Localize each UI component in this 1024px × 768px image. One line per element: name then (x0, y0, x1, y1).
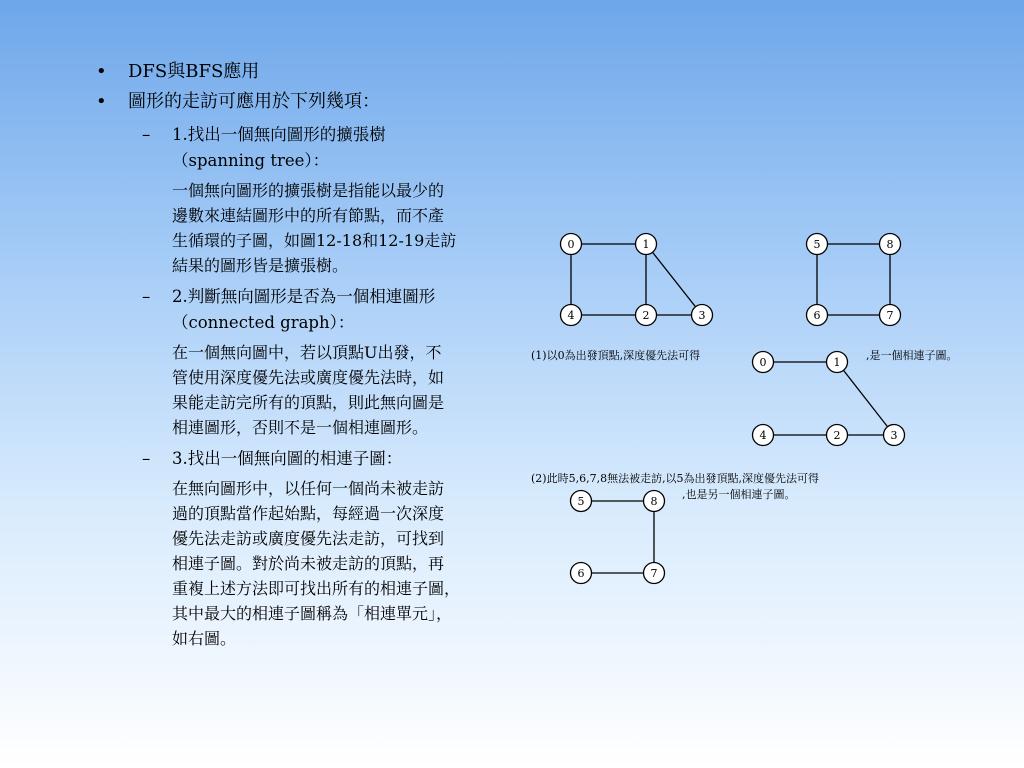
node-label-2: 2 (833, 429, 841, 442)
dash-marker: – (142, 125, 151, 144)
item-title: 1.找出一個無向圖形的擴張樹 (172, 125, 386, 144)
edge-1-3 (837, 362, 894, 435)
caption-2-line2: ,也是另一個相連子圖。 (682, 488, 796, 501)
node-label-7: 7 (886, 309, 894, 322)
paragraph-connected-subgraph: 在無向圖形中，以任何一個尚未被走訪 過的頂點當作起始點，每經過一次深度 優先法走訪或廣度優先法走訪，可找到 相連子圖。對於尚未被走訪的頂點，再 重複上述方法即可找出所有的相連子圖， 其中最大的相連子圖稱為「相連單元」， 如右圖。 (172, 479, 461, 648)
node-label-6: 6 (577, 567, 585, 580)
bullet-traversal-uses: • 圖形的走訪可應用於下列幾項： (92, 88, 532, 116)
graph-component-1 (753, 352, 905, 446)
graph-component-2 (571, 491, 665, 584)
node-label-6: 6 (813, 309, 821, 322)
item-title: 3.找出一個無向圖的相連子圖： (172, 449, 403, 468)
node-label-0: 0 (759, 356, 767, 369)
node-label-3: 3 (890, 429, 898, 442)
node-label-0: 0 (567, 238, 575, 251)
bullet-dfs-bfs: • DFS與BFS應用 (92, 58, 532, 86)
node-label-5: 5 (577, 495, 585, 508)
graph-main (561, 234, 713, 326)
caption-1-right: ,是一個相連子圖。 (866, 349, 958, 362)
node-label-7: 7 (650, 567, 658, 580)
node-label-4: 4 (567, 309, 575, 322)
edge-1-3 (646, 244, 702, 315)
node-label-5: 5 (813, 238, 821, 251)
item-subtitle: （spanning tree）： (172, 151, 330, 170)
paragraph-spanning-tree: 一個無向圖形的擴張樹是指能以最少的 邊數來連結圖形中的所有節點，而不產 生循環的子圖，如圖12-18和12-19走訪 結果的圖形皆是擴張樹。 (172, 181, 457, 275)
node-label-4: 4 (759, 429, 767, 442)
dash-marker: – (142, 449, 151, 468)
paragraph-connected-graph: 在一個無向圖中，若以頂點U出發，不 管使用深度優先法或廣度優先法時，如 果能走訪完所有的頂點，則此無向圖是 相連圖形，否則不是一個相連圖形。 (172, 343, 445, 437)
item-title: 2.判斷無向圖形是否為一個相連圖形 (172, 287, 436, 306)
dash-marker: – (142, 287, 151, 306)
caption-2-line1: (2)此時5,6,7,8無法被走訪,以5為出發頂點,深度優先法可得 (531, 472, 820, 485)
node-label-8: 8 (650, 495, 658, 508)
node-label-1: 1 (642, 238, 650, 251)
node-label-8: 8 (886, 238, 894, 251)
node-label-1: 1 (833, 356, 841, 369)
node-label-3: 3 (698, 309, 706, 322)
graph-second (807, 234, 901, 326)
node-label-2: 2 (642, 309, 650, 322)
caption-1-left: (1)以0為出發頂點,深度優先法可得 (531, 349, 701, 362)
item-subtitle: （connected graph）： (172, 313, 355, 332)
